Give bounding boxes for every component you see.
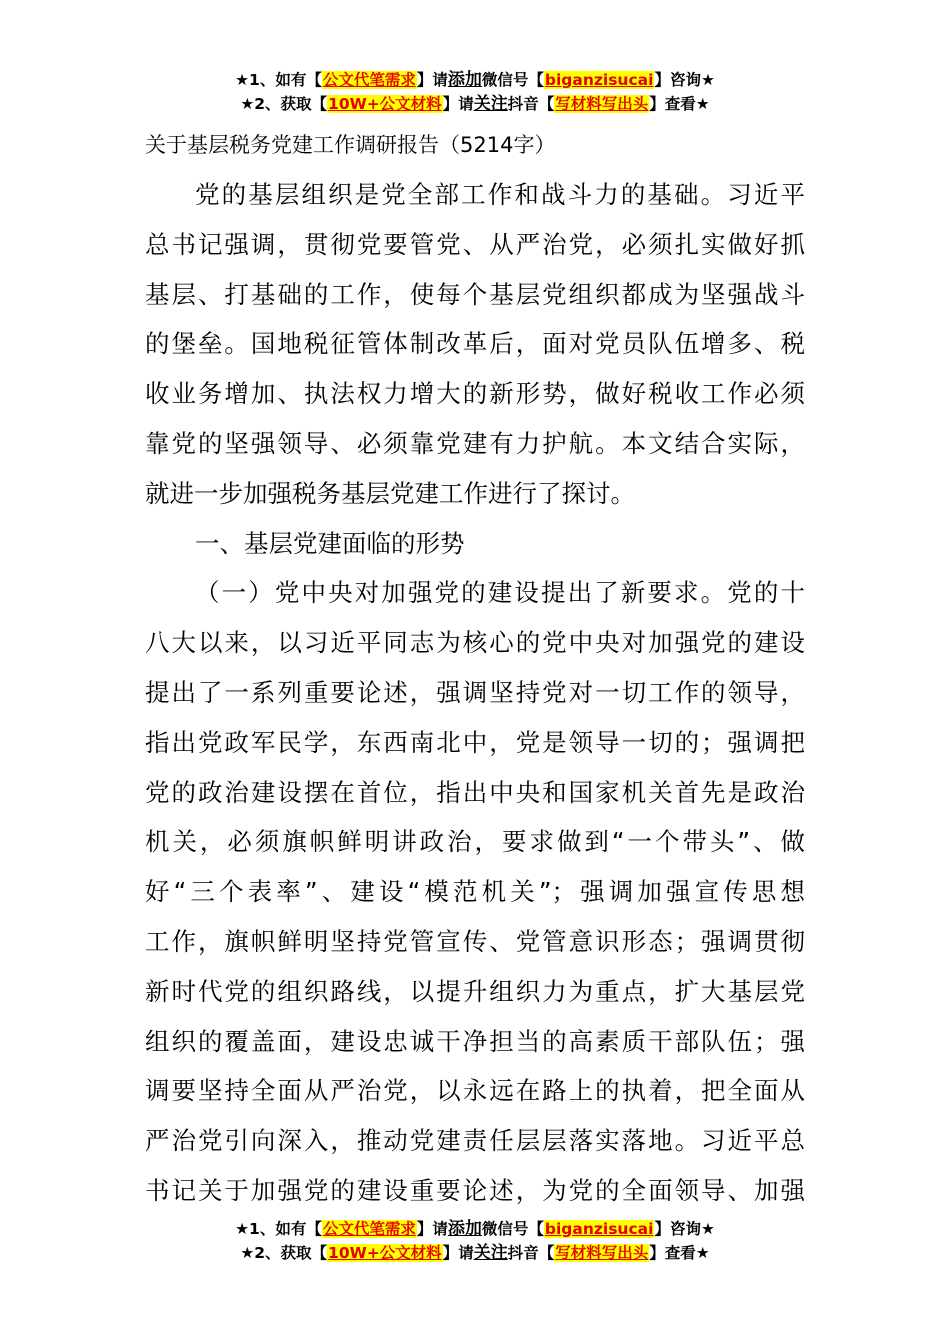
text-line: （一）党中央对加强党的建设提出了新要求。党的十 bbox=[195, 578, 805, 608]
document-body bbox=[145, 170, 805, 1216]
highlight-materials: 10W+公文材料 bbox=[328, 1244, 442, 1262]
text-line: 提出了一系列重要论述，强调坚持党对一切工作的领导， bbox=[145, 677, 805, 707]
banner-text: ★2、获取【 bbox=[240, 1244, 328, 1262]
banner-underlined: 关注 bbox=[473, 94, 508, 114]
banner-text: 抖音【 bbox=[507, 95, 555, 113]
banner-line-2 bbox=[0, 92, 950, 116]
text-line: 就进一步加强税务基层党建工作进行了探讨。 bbox=[145, 478, 635, 508]
banner-text: 】咨询★ bbox=[654, 1220, 715, 1238]
text-line: 新时代党的组织路线，以提升组织力为重点，扩大基层党 bbox=[145, 976, 805, 1006]
document-title: 关于基层税务党建工作调研报告（5214字） bbox=[145, 133, 556, 157]
banner-text: 】请 bbox=[416, 1220, 448, 1238]
banner-text: 】查看★ bbox=[649, 95, 710, 113]
text-line: 基层、打基础的工作，使每个基层党组织都成为坚强战斗 bbox=[145, 279, 805, 309]
text-line: 总书记强调，贯彻党要管党、从严治党，必须扎实做好抓 bbox=[145, 229, 805, 259]
highlight-douyin: 写材料写出头 bbox=[555, 95, 649, 113]
banner-text: 】咨询★ bbox=[654, 71, 715, 89]
banner-text: 】请 bbox=[442, 95, 474, 113]
paragraph bbox=[145, 519, 805, 569]
text-line: 工作，旗帜鲜明坚持党管宣传、党管意识形态；强调贯彻 bbox=[145, 926, 805, 956]
header-banner bbox=[0, 68, 950, 116]
paragraph bbox=[145, 568, 805, 1215]
banner-text: ★2、获取【 bbox=[240, 95, 328, 113]
banner-text: ★1、如有【 bbox=[235, 1220, 322, 1238]
text-line: 机关，必须旗帜鲜明讲政治，要求做到“一个带头”、做 bbox=[145, 827, 805, 857]
banner-text: 微信号【 bbox=[481, 71, 544, 89]
text-line: 好“三个表率”、建设“模范机关”；强调加强宣传思想 bbox=[145, 877, 805, 907]
text-line: 严治党引向深入，推动党建责任层层落实落地。习近平总 bbox=[145, 1126, 805, 1156]
banner-line-2 bbox=[0, 1241, 950, 1265]
banner-text: ★1、如有【 bbox=[235, 71, 322, 89]
banner-line-1 bbox=[0, 68, 950, 92]
banner-text: 微信号【 bbox=[481, 1220, 544, 1238]
highlight-materials: 10W+公文材料 bbox=[328, 95, 442, 113]
highlight-wechat-id: biganzisucai bbox=[544, 71, 654, 89]
text-line: 收业务增加、执法权力增大的新形势，做好税收工作必须 bbox=[145, 379, 805, 409]
banner-line-1 bbox=[0, 1217, 950, 1241]
text-line: 指出党政军民学，东西南北中，党是领导一切的；强调把 bbox=[145, 727, 805, 757]
highlight-service: 公文代笔需求 bbox=[322, 1220, 416, 1238]
banner-text: 】查看★ bbox=[649, 1244, 710, 1262]
text-line: 调要坚持全面从严治党，以永远在路上的执着，把全面从 bbox=[145, 1076, 805, 1106]
banner-underlined: 添加 bbox=[447, 1219, 482, 1239]
highlight-douyin: 写材料写出头 bbox=[555, 1244, 649, 1262]
banner-underlined: 添加 bbox=[447, 70, 482, 90]
text-line: 靠党的坚强领导、必须靠党建有力护航。本文结合实际， bbox=[145, 428, 805, 458]
banner-text: 】请 bbox=[442, 1244, 474, 1262]
footer-banner bbox=[0, 1217, 950, 1265]
text-line: 党的政治建设摆在首位，指出中央和国家机关首先是政治 bbox=[145, 777, 805, 807]
paragraph bbox=[145, 170, 805, 519]
text-line: 党的基层组织是党全部工作和战斗力的基础。习近平 bbox=[195, 180, 805, 209]
text-line: 的堡垒。国地税征管体制改革后，面对党员队伍增多、税 bbox=[145, 329, 805, 359]
text-line: 组织的覆盖面，建设忠诚干净担当的高素质干部队伍；强 bbox=[145, 1026, 805, 1056]
highlight-wechat-id: biganzisucai bbox=[544, 1220, 654, 1238]
text-line: 一、基层党建面临的形势 bbox=[195, 528, 465, 558]
banner-underlined: 关注 bbox=[473, 1243, 508, 1263]
banner-text: 】请 bbox=[416, 71, 448, 89]
highlight-service: 公文代笔需求 bbox=[322, 71, 416, 89]
banner-text: 抖音【 bbox=[507, 1244, 555, 1262]
text-line: 书记关于加强党的建设重要论述，为党的全面领导、加强 bbox=[145, 1175, 805, 1205]
text-line: 八大以来，以习近平同志为核心的党中央对加强党的建设 bbox=[145, 628, 805, 658]
